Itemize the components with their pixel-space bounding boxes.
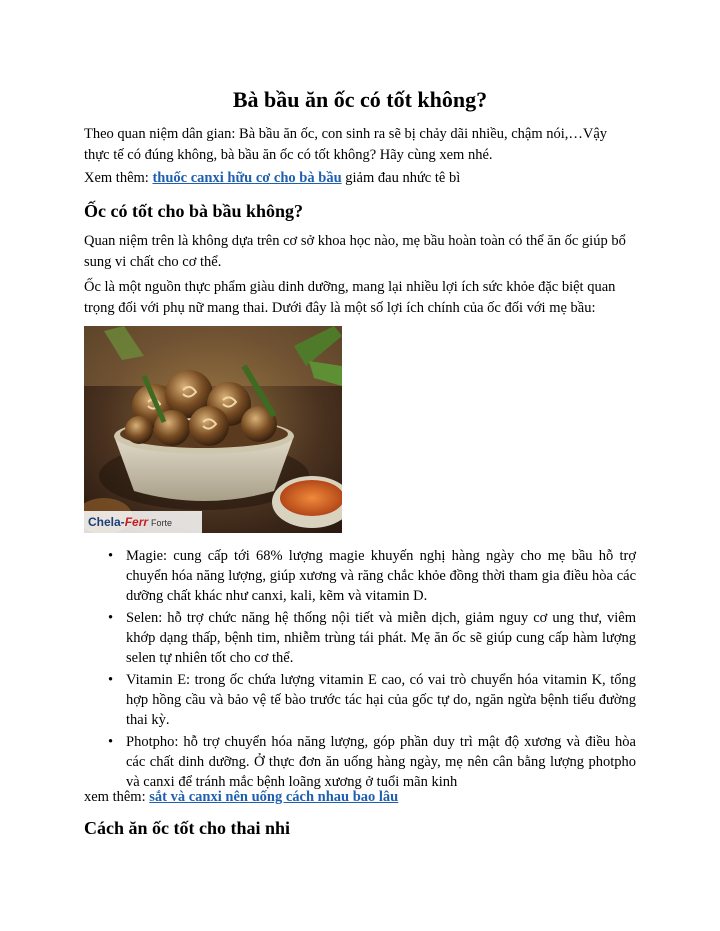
logo-part-a: Chela- — [88, 515, 125, 529]
section-heading-1: Ốc có tốt cho bà bầu không? — [84, 201, 304, 221]
benefit-phosphorus: Photpho: hỗ trợ chuyển hóa năng lượng, góp phần duy trì mật độ xương và điều hòa các chất dinh dưỡng. Ở thực đơn ăn uống hàng ngày, mẹ nên cân bằng lượng photpho và canxi để tránh mắc bệnh loãng xương ở tuổi mãn kinh — [126, 734, 636, 790]
link-iron-calcium-interval[interactable]: sắt và canxi nên uống cách nhau bao lâu — [149, 789, 399, 805]
list-item — [84, 608, 636, 668]
link-organic-calcium[interactable]: thuốc canxi hữu cơ cho bà bầu — [152, 170, 342, 186]
see-more-suffix: giảm đau nhức tê bì — [341, 170, 461, 186]
benefit-selenium: Selen: hỗ trợ chức năng hệ thống nội tiết và miễn dịch, giảm nguy cơ ung thư, viêm khớp dạng thấp, bệnh tim, nhiễm trùng tái phát. Mẹ ăn ốc sẽ giúp cung cấp hàm lượng selen tự nhiên tốt cho cơ thể. — [126, 610, 636, 666]
bullet-icon: • — [108, 672, 114, 688]
benefit-magnesium: Magie: cung cấp tới 68% lượng magie khuyến nghị hàng ngày cho mẹ bầu hỗ trợ chuyển hóa năng lượng, giúp xương và răng chắc khỏe đồng thời tham gia điều hòa các dưỡng chất khác như canxi, kali, kẽm và vitamin D. — [126, 548, 636, 604]
benefits-list — [84, 546, 636, 794]
paragraph-1: Quan niệm trên là không dựa trên cơ sở khoa học nào, mẹ bầu hoàn toàn có thể ăn ốc giúp bổ sung vi chất cho cơ thể. — [84, 233, 626, 270]
snail-dish-illustration — [84, 326, 342, 533]
see-more-prefix-2: xem thêm: — [84, 789, 150, 805]
snail-dish-photo — [84, 326, 342, 533]
logo-part-c: Forte — [151, 518, 173, 528]
page-title: Bà bầu ăn ốc có tốt không? — [232, 87, 488, 112]
chela-ferr-logo — [84, 511, 202, 533]
list-item — [84, 732, 636, 792]
intro-paragraph: Theo quan niệm dân gian: Bà bầu ăn ốc, con sinh ra sẽ bị chảy dãi nhiều, chậm nói,…Vậy thực tế có đúng không, bà bầu ăn ốc có tốt không? Hãy cùng xem nhé. — [84, 126, 608, 163]
logo-part-b: Ferr — [124, 515, 149, 529]
see-more-prefix: Xem thêm: — [84, 170, 153, 186]
paragraph-2: Ốc là một nguồn thực phẩm giàu dinh dưỡng, mang lại nhiều lợi ích sức khỏe đặc biệt quan trọng đối với phụ nữ mang thai. Dưới đây là một số lợi ích chính của ốc đối với mẹ bầu: — [84, 279, 616, 316]
bullet-icon: • — [108, 734, 114, 750]
see-more-line-2 — [84, 787, 636, 808]
bullet-icon: • — [108, 548, 114, 564]
see-more-line-1 — [84, 168, 636, 189]
list-item — [84, 670, 636, 730]
section-heading-2: Cách ăn ốc tốt cho thai nhi — [84, 818, 291, 838]
list-item — [84, 546, 636, 606]
bullet-icon: • — [108, 610, 114, 626]
benefit-vitamin-e: Vitamin E: trong ốc chứa lượng vitamin E cao, có vai trò chuyển hóa vitamin K, tổng hợp hồng cầu và bảo vệ tế bào trước tác hại của gốc tự do, ngăn ngừa bệnh tiểu đường thai kỳ. — [126, 672, 636, 728]
